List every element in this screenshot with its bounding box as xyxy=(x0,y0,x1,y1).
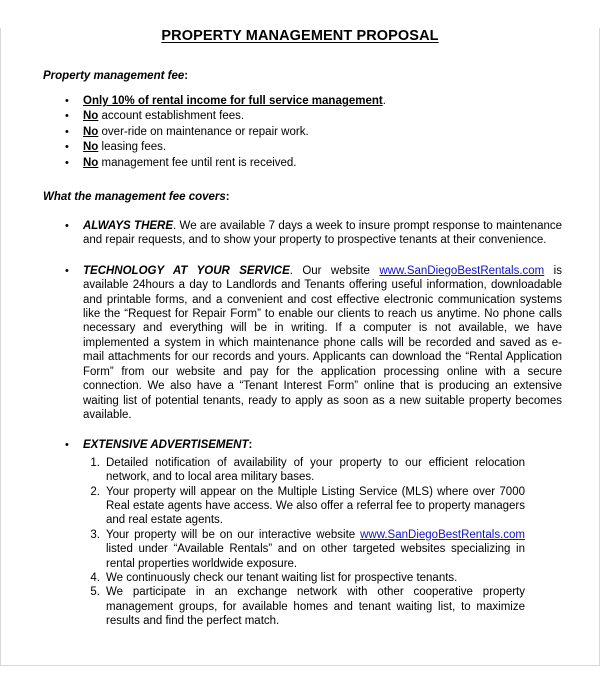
list-item-emphasis: No xyxy=(83,125,99,138)
list-item-text: Detailed notification of availability of your property to our efficient relocation network, and to local area military bases. xyxy=(106,456,525,484)
website-link[interactable]: www.SanDiegoBestRentals.com xyxy=(360,528,525,541)
bullet-icon: • xyxy=(65,141,69,154)
list-item xyxy=(83,585,562,628)
section-heading-text: Property management fee xyxy=(43,70,185,82)
list-item-text-after-link: listed under “Available Rentals” and on other targeted websites specializing in rental properties worldwide exposure. xyxy=(106,543,525,570)
list-item-text: over-ride on maintenance or repair work. xyxy=(98,125,309,138)
document-page xyxy=(0,28,600,666)
list-item-extensive-advertisement xyxy=(1,438,599,628)
list-item xyxy=(1,140,599,154)
covers-bullet-list xyxy=(1,219,599,629)
list-item-text: We continuously check our tenant waiting list for prospective tenants. xyxy=(106,571,458,584)
list-item-body: . We are available 7 days a week to insure prompt response to maintenance and repair requests, and to show your property to prospective tenants at their convenience. xyxy=(83,220,563,247)
list-item-lead: TECHNOLOGY AT YOUR SERVICE xyxy=(83,264,290,277)
section-heading-property-management-fee xyxy=(1,70,599,82)
list-item-body-before-link: . Our website xyxy=(289,264,380,277)
section-heading-colon: : xyxy=(184,70,189,82)
list-item-text: . xyxy=(382,95,386,107)
bullet-icon: • xyxy=(65,220,69,233)
bullet-icon: • xyxy=(65,439,69,452)
list-item xyxy=(83,528,562,571)
list-item-lead: EXTENSIVE ADVERTISEMENT xyxy=(83,439,249,452)
list-item xyxy=(1,94,599,108)
bullet-icon: • xyxy=(65,95,69,107)
list-item xyxy=(83,456,562,485)
list-item xyxy=(83,485,562,528)
list-item xyxy=(1,109,599,123)
page-title-text: PROPERTY MANAGEMENT PROPOSAL xyxy=(161,28,439,44)
list-item-number: 2. xyxy=(90,485,100,498)
section-heading-colon: : xyxy=(225,191,230,204)
list-item-text: account establishment fees. xyxy=(98,110,245,123)
list-item-text: leasing fees. xyxy=(98,141,167,154)
list-item-technology xyxy=(1,264,599,422)
list-item-body-after-link: is available 24hours a day to Landlords and Tenants offering useful information, downloadable and printable forms, and a convenient and cost effective electronic communication systems like the “Request for Repair Form” to enable our clients to reach us anytime. No phone calls necessary and everything will be in writing. If a computer is not available, we have implemented a system in which maintenance phone calls will be recorded and saved as e-mail attachments for our records and yours. Applicants can download the “Rental Application Form” from our website and pay for the application processing online with a secure connection. We also have a “Tenant Interest Form” online that is producing an extensive waiting list of potential tenants, ready to apply as soon as a new suitable property becomes available. xyxy=(83,264,562,421)
advertisement-numbered-list xyxy=(83,456,562,629)
section-heading-text: What the management fee covers xyxy=(43,191,226,204)
page-title xyxy=(1,28,599,44)
list-item-text: We participate in an exchange network with other cooperative property management groups, for available homes and tenant waiting list, to maximize results and find the perfect match. xyxy=(106,586,525,628)
list-item-always-there xyxy=(1,219,599,248)
list-item xyxy=(1,156,599,170)
list-item-lead-colon: : xyxy=(248,439,253,452)
list-item-number: 1. xyxy=(90,456,100,469)
fee-bullet-list xyxy=(1,94,599,170)
list-item-lead: ALWAYS THERE xyxy=(83,220,174,233)
bullet-icon: • xyxy=(65,125,69,138)
list-item-text: Your property will appear on the Multiple Listing Service (MLS) where over 7000 Real estate agents have access. We also offer a referral fee to property managers and real estate agents. xyxy=(106,485,525,527)
list-item-emphasis: Only 10% of rental income for full service management xyxy=(83,95,383,107)
bullet-icon: • xyxy=(65,156,69,169)
list-item-emphasis: No xyxy=(83,141,99,154)
bullet-icon: • xyxy=(65,110,69,123)
list-item xyxy=(1,125,599,139)
list-item-text-before-link: Your property will be on our interactive website xyxy=(106,528,361,541)
list-item-number: 5. xyxy=(90,586,100,599)
list-item-text: management fee until rent is received. xyxy=(98,156,297,169)
list-item-emphasis: No xyxy=(83,156,99,169)
section-heading-what-the-management-fee-covers xyxy=(1,191,599,203)
list-item-emphasis: No xyxy=(83,110,99,123)
website-link[interactable]: www.SanDiegoBestRentals.com xyxy=(379,264,545,277)
bullet-icon: • xyxy=(65,264,69,277)
list-item-number: 3. xyxy=(90,528,100,541)
list-item xyxy=(83,571,562,585)
list-item-number: 4. xyxy=(90,571,100,584)
